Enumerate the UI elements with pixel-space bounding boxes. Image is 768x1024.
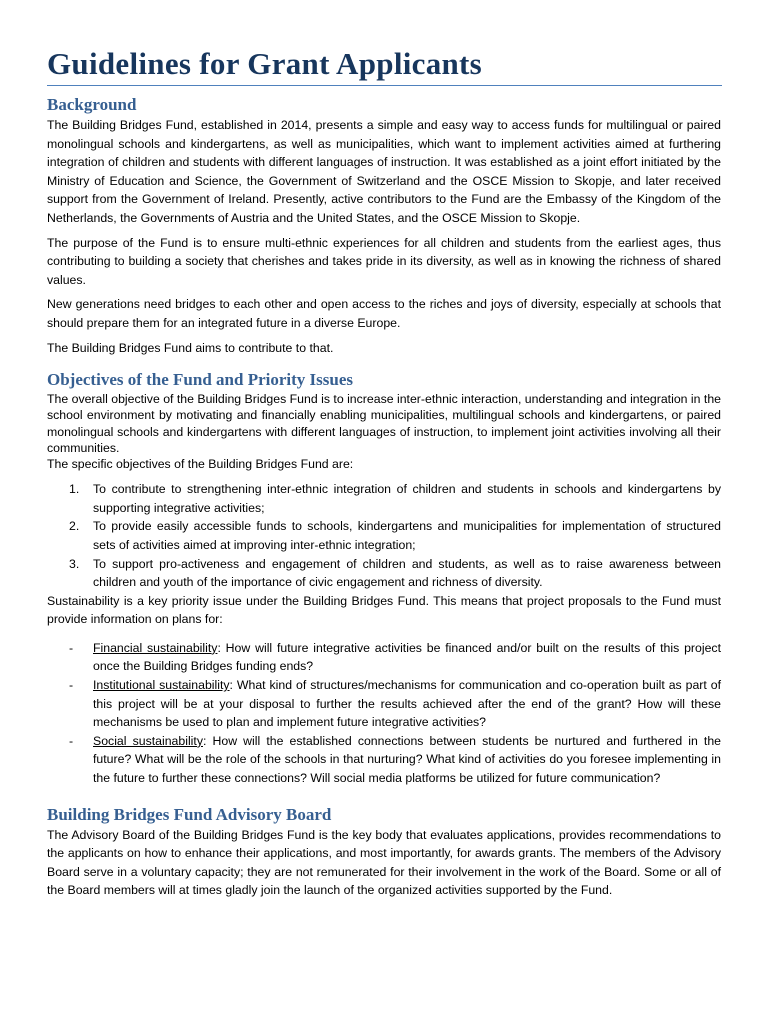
sustainability-label-social: Social sustainability <box>93 733 203 748</box>
list-dash: - <box>69 640 74 655</box>
section-objectives <box>47 369 721 788</box>
list-item <box>47 517 721 554</box>
list-number: 2. <box>69 519 80 534</box>
heading-background: Background <box>47 95 137 114</box>
document-page <box>47 0 721 900</box>
background-paragraph-2: The purpose of the Fund is to ensure multi-ethnic experiences for all children and students from the earliest ages, thus contributing to building a society that cherishes and takes pride in its diversity, as well as in knowing the richness of shared values. <box>47 235 721 287</box>
list-item <box>47 732 721 788</box>
list-item <box>47 555 721 592</box>
objectives-list <box>47 480 721 592</box>
list-item <box>47 639 721 676</box>
list-text: To support pro-activeness and engagement of children and students, as well as to raise awareness between children and youth of the importance of civic engagement and richness of diversity. <box>93 556 721 590</box>
background-paragraph-4: The Building Bridges Fund aims to contribute to that. <box>47 340 334 355</box>
list-text: : How will future integrative activities be financed and/or built on the results of this project once the Building Bridges funding ends? <box>93 640 722 674</box>
sustainability-list <box>47 639 721 788</box>
advisory-paragraph-1: The Advisory Board of the Building Bridges Fund is the key body that evaluates applications, provides recommendations to the applicants on how to enhance their applications, and most importantly, for awards grants. The members of the Advisory Board serve in a voluntary capacity; they are not remunerated for their involvement in the work of the Board. Some or all of the Board members will at times gladly join the launch of the organized activities supported by the Fund. <box>47 827 721 898</box>
background-paragraph-1: The Building Bridges Fund, established in 2014, presents a simple and easy way to access funds for multilingual or paired monolingual schools and kindergartens, as well as municipalities, which want to implement activities aimed at furthering integration of children and students with different languages of instruction. It was established as a joint effort initiated by the Ministry of Education and Science, the Government of Switzerland and the OSCE Mission to Skopje, and later received support from the Government of Ireland. Presently, active contributors to the Fund are the Embassy of the Kingdom of the Netherlands, the Governments of Austria and the United States, and the OSCE Mission to Skopje. <box>47 118 721 225</box>
list-dash: - <box>69 678 74 693</box>
list-item <box>47 480 721 517</box>
list-dash: - <box>69 733 74 748</box>
list-number: 1. <box>69 482 80 497</box>
objectives-paragraph-2: The specific objectives of the Building Bridges Fund are: <box>47 456 354 471</box>
objectives-paragraph-3: Sustainability is a key priority issue under the Building Bridges Fund. This means that project proposals to the Fund must provide information on plans for: <box>47 593 721 627</box>
list-text: To contribute to strengthening inter-ethnic integration of children and students in schools and kindergartens by supporting integrative activities; <box>93 482 721 515</box>
objectives-paragraph-1: The overall objective of the Building Bridges Fund is to increase inter-ethnic interaction, understanding and integration in the school environment by motivating and financially enabling municipalities, multilingual schools and kindergartens, or paired monolingual schools and kindergartens with different languages of instruction, to implement joint activities involving all their communities. <box>47 392 721 455</box>
list-text: To provide easily accessible funds to schools, kindergartens and municipalities for implementation of structured sets of activities aimed at improving inter-ethnic integration; <box>93 519 721 552</box>
list-text: : How will the established connections between students be nurtured and furthered in the future? What will be the role of the schools in that nurturing? What kind of activities do you foresee implementing in the future to further these connections? Will social media platforms be utilized for future communication? <box>93 733 721 786</box>
page-title: Guidelines for Grant Applicants <box>47 46 483 81</box>
background-paragraph-3: New generations need bridges to each other and open access to the riches and joys of diversity, especially at schools that should prepare them for an integrated future in a diverse Europe. <box>47 297 721 330</box>
section-advisory-board <box>47 804 721 900</box>
heading-advisory-board: Building Bridges Fund Advisory Board <box>47 804 332 824</box>
heading-objectives: Objectives of the Fund and Priority Issues <box>47 370 353 390</box>
section-background <box>47 94 721 357</box>
sustainability-label-financial: Financial sustainability <box>93 640 218 655</box>
sustainability-label-institutional: Institutional sustainability <box>93 678 230 693</box>
list-number: 3. <box>69 556 80 571</box>
list-text: : What kind of structures/mechanisms for communication and co-operation built as part of this project will be at your disposal to further the results achieved after the end of the grant? How will these mechanisms be used to plan and implement future integrative activities? <box>93 678 721 730</box>
list-item <box>47 676 721 732</box>
